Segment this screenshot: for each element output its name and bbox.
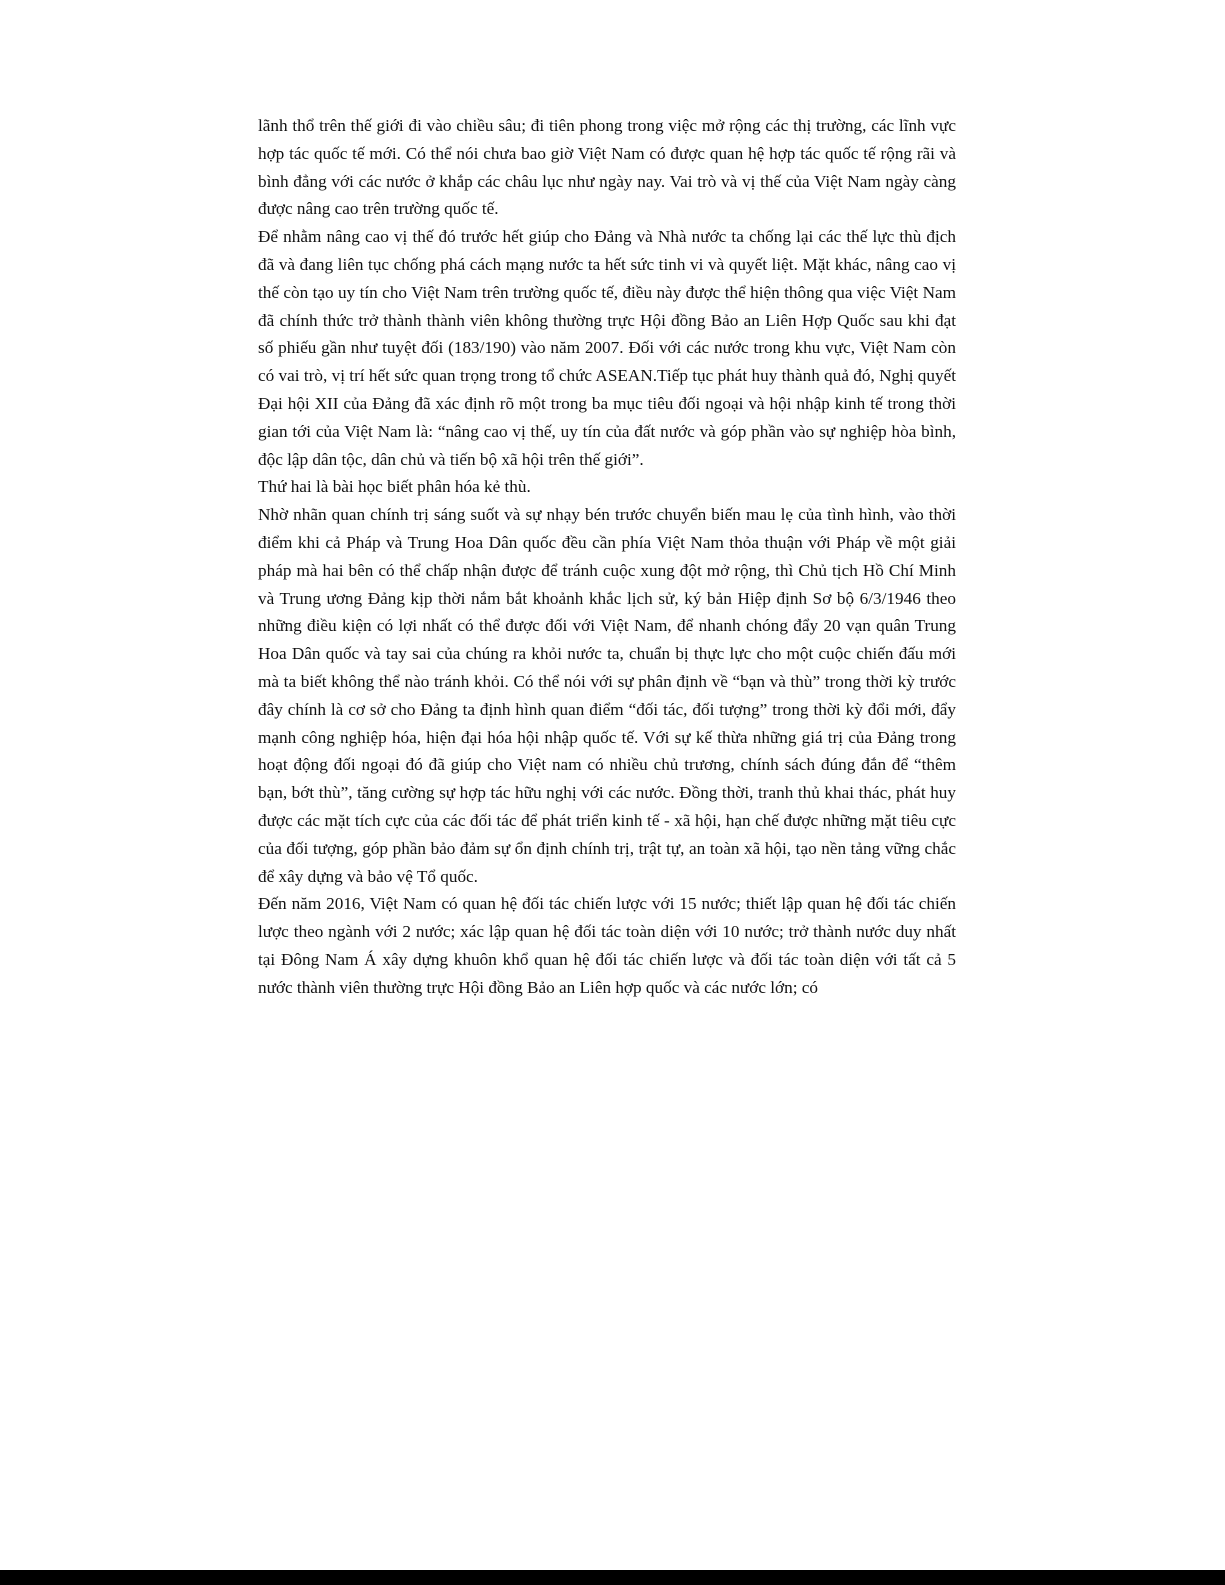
paragraph-5: Đến năm 2016, Việt Nam có quan hệ đối tác chiến lược với 15 nước; thiết lập quan hệ đối tác chiến lược theo ngành với 2 nước; xác lập quan hệ đối tác toàn diện với 10 nước; trở thành nước duy nhất tại Đông Nam Á xây dựng khuôn khổ quan hệ đối tác chiến lược và đối tác toàn diện với tất cả 5 nước thành viên thường trực Hội đồng Bảo an Liên hợp quốc và các nước lớn; có bbox=[258, 894, 956, 997]
paragraph-3: Thứ hai là bài học biết phân hóa kẻ thù. bbox=[258, 477, 531, 497]
bottom-border bbox=[0, 1570, 1225, 1585]
paragraph-1: lãnh thổ trên thế giới đi vào chiều sâu; đi tiên phong trong việc mở rộng các thị trường, các lĩnh vực hợp tác quốc tế mới. Có thể nói chưa bao giờ Việt Nam có được quan hệ hợp tác quốc tế rộng rãi và bình đẳng với các nước ở khắp các châu lục như ngày nay. Vai trò và vị thế của Việt Nam ngày càng được nâng cao trên trường quốc tế. bbox=[258, 116, 956, 219]
paragraph-4: Nhờ nhãn quan chính trị sáng suốt và sự nhạy bén trước chuyển biến mau lẹ của tình hình, vào thời điểm khi cả Pháp và Trung Hoa Dân quốc đều cần phía Việt Nam thỏa thuận với Pháp về một giải pháp mà hai bên có thể chấp nhận được để tránh cuộc xung đột mở rộng, thì Chủ tịch Hồ Chí Minh và Trung ương Đảng kịp thời nắm bắt khoảnh khắc lịch sử, ký bản Hiệp định Sơ bộ 6/3/1946 theo những điều kiện có lợi nhất có thể được đối với Việt Nam, để nhanh chóng đẩy 20 vạn quân Trung Hoa Dân quốc và tay sai của chúng ra khỏi nước ta, chuẩn bị thực lực cho một cuộc chiến đấu mới mà ta biết không thể nào tránh khỏi. Có thể nói với sự phân định về “bạn và thù” trong thời kỳ trước đây chính là cơ sở cho Đảng ta định hình quan điểm “đối tác, đối tượng” trong thời kỳ đổi mới, đẩy mạnh công nghiệp hóa, hiện đại hóa hội nhập quốc tế. Với sự kế thừa những giá trị của Đảng trong hoạt động đối ngoại đó đã giúp cho Việt nam có nhiều chủ trương, chính sách đúng đắn để “thêm bạn, bớt thù”, tăng cường sự hợp tác hữu nghị với các nước. Đồng thời, tranh thủ khai thác, phát huy được các mặt tích cực của các đối tác để phát triển kinh tế - xã hội, hạn chế được những mặt tiêu cực của đối tượng, góp phần bảo đảm sự ổn định chính trị, trật tự, an toàn xã hội, tạo nền tảng vững chắc để xây dựng và bảo vệ Tổ quốc. bbox=[258, 505, 956, 886]
document-page bbox=[258, 112, 956, 1002]
paragraph-2: Để nhằm nâng cao vị thế đó trước hết giúp cho Đảng và Nhà nước ta chống lại các thế lực thù địch đã và đang liên tục chống phá cách mạng nước ta hết sức tinh vi và quyết liệt. Mặt khác, nâng cao vị thế còn tạo uy tín cho Việt Nam trên trường quốc tế, điều này được thể hiện thông qua việc Việt Nam đã chính thức trở thành thành viên không thường trực Hội đồng Bảo an Liên Hợp Quốc sau khi đạt số phiếu gần như tuyệt đối (183/190) vào năm 2007. Đối với các nước trong khu vực, Việt Nam còn có vai trò, vị trí hết sức quan trọng trong tổ chức ASEAN.Tiếp tục phát huy thành quả đó, Nghị quyết Đại hội XII của Đảng đã xác định rõ một trong ba mục tiêu đối ngoại và hội nhập kinh tế trong thời gian tới của Việt Nam là: “nâng cao vị thế, uy tín của đất nước và góp phần vào sự nghiệp hòa bình, độc lập dân tộc, dân chủ và tiến bộ xã hội trên thế giới”. bbox=[258, 227, 956, 469]
